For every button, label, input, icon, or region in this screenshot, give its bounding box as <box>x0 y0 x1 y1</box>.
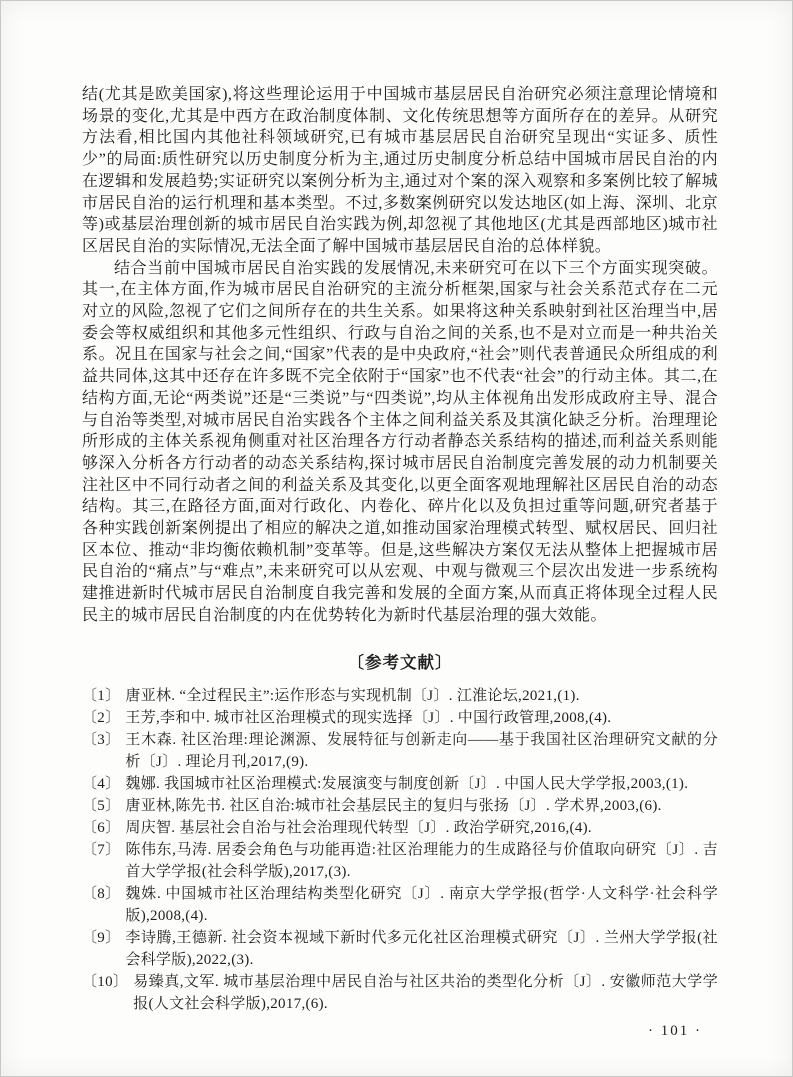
reference-label: 〔10〕 <box>82 973 129 990</box>
reference-text: 周庆智. 基层社会自治与社会治理现代转型〔J〕. 政治学研究,2016,(4). <box>125 819 592 836</box>
reference-label: 〔9〕 <box>82 929 121 946</box>
reference-text: 唐亚林,陈先书. 社区自治:城市社会基层民主的复归与张扬〔J〕. 学术界,2003,(6). <box>125 797 662 814</box>
reference-text: 陈伟东,马涛. 居委会角色与功能再造:社区治理能力的生成路径与价值取向研究〔J〕. 吉首大学学报(社会科学版),2017,(3). <box>125 841 718 880</box>
reference-label: 〔5〕 <box>82 797 121 814</box>
reference-item <box>82 773 718 795</box>
reference-item <box>82 883 718 927</box>
reference-item <box>82 729 718 773</box>
reference-text: 唐亚林. “全过程民主”:运作形态与实现机制〔J〕. 江淮论坛,2021,(1). <box>125 687 580 704</box>
article-body <box>82 84 718 627</box>
reference-item <box>82 685 718 707</box>
reference-label: 〔3〕 <box>82 731 121 748</box>
reference-text: 李诗腾,王德新. 社会资本视域下新时代多元化社区治理模式研究〔J〕. 兰州大学学报(社会科学版),2022,(3). <box>125 929 718 968</box>
reference-text: 王芳,李和中. 城市社区治理模式的现实选择〔J〕. 中国行政管理,2008,(4). <box>125 709 612 726</box>
reference-item <box>82 971 718 1015</box>
references-list <box>82 685 718 1015</box>
reference-item <box>82 707 718 729</box>
reference-label: 〔1〕 <box>82 687 121 704</box>
references-heading: 〔参考文献〕 <box>347 652 453 672</box>
reference-item <box>82 839 718 883</box>
page-content <box>82 84 718 1040</box>
page-number: · 101 · <box>648 1022 702 1039</box>
reference-item <box>82 817 718 839</box>
body-paragraph-outlook: 结合当前中国城市居民自治实践的发展情况,未来研究可在以下三个方面实现突破。其一,在主体方面,作为城市居民自治研究的主流分析框架,国家与社会关系范式存在二元对立的风险,忽视了它们之间所存在的共生关系。如果将这种关系映射到社区治理当中,居委会等权威组织和其他多元性组织、行政与自治之间的关系,也不是对立而是一种共治关系。况且在国家与社会之间,“国家”代表的是中央政府,“社会”则代表普通民众所组成的利益共同体,这其中还存在许多既不完全依附于“国家”也不代表“社会”的行动主体。其二,在结构方面,无论“两类说”还是“三类说”与“四类说”,均从主体视角出发形成政府主导、混合与自治等类型,对城市居民自治实践各个主体之间利益关系及其演化缺乏分析。治理理论所形成的主体关系视角侧重对社区治理各方行动者静态关系结构的描述,而利益关系则能够深入分析各方行动者的动态关系结构,探讨城市居民自治制度完善发展的动力机制要关注社区中不同行动者之间的利益关系及其变化,以更全面客观地理解社区居民自治的动态结构。其三,在路径方面,面对行政化、内卷化、碎片化以及负担过重等问题,研究者基于各种实践创新案例提出了相应的解决之道,如推动国家治理模式转型、赋权居民、回归社区本位、推动“非均衡依赖机制”变革等。但是,这些解决方案仅无法从整体上把握城市居民自治的“痛点”与“难点”,未来研究可以从宏观、中观与微观三个层次出发进一步系统构建推进新时代城市居民自治制度自我完善和发展的全面方案,从而真正将体现全过程人民民主的城市居民自治制度的内在优势转化为新时代基层治理的强大效能。 <box>82 259 718 624</box>
reference-text: 魏姝. 中国城市社区治理结构类型化研究〔J〕. 南京大学学报(哲学·人文科学·社会科学版),2008,(4). <box>125 885 718 924</box>
reference-text: 魏娜. 我国城市社区治理模式:发展演变与制度创新〔J〕. 中国人民大学学报,2003,(1). <box>125 775 689 792</box>
reference-label: 〔6〕 <box>82 819 121 836</box>
reference-text: 易臻真,文军. 城市基层治理中居民自治与社区共治的类型化分析〔J〕. 安徽师范大学学报(人文社会科学版),2017,(6). <box>133 973 718 1012</box>
reference-item <box>82 927 718 971</box>
body-paragraph-continuation: 结(尤其是欧美国家),将这些理论运用于中国城市基层居民自治研究必须注意理论情境和场景的变化,尤其是中西方在政治制度体制、文化传统思想等方面所存在的差异。从研究方法看,相比国内其他社科领域研究,已有城市基层居民自治研究呈现出“实证多、质性少”的局面:质性研究以历史制度分析为主,通过历史制度分析总结中国城市居民自治的内在逻辑和发展趋势;实证研究以案例分析为主,通过对个案的深入观察和多案例比较了解城市居民自治的运行机理和基本类型。不过,多数案例研究以发达地区(如上海、深圳、北京等)或基层治理创新的城市居民自治实践为例,却忽视了其他地区(尤其是西部地区)城市社区居民自治的实际情况,无法全面了解中国城市基层居民自治的总体样貌。 <box>82 86 718 255</box>
reference-item <box>82 795 718 817</box>
reference-label: 〔2〕 <box>82 709 121 726</box>
reference-text: 王木森. 社区治理:理论渊源、发展特征与创新走向——基于我国社区治理研究文献的分析〔J〕. 理论月刊,2017,(9). <box>125 731 718 770</box>
reference-label: 〔4〕 <box>82 775 121 792</box>
reference-label: 〔8〕 <box>82 885 121 902</box>
reference-label: 〔7〕 <box>82 841 121 858</box>
